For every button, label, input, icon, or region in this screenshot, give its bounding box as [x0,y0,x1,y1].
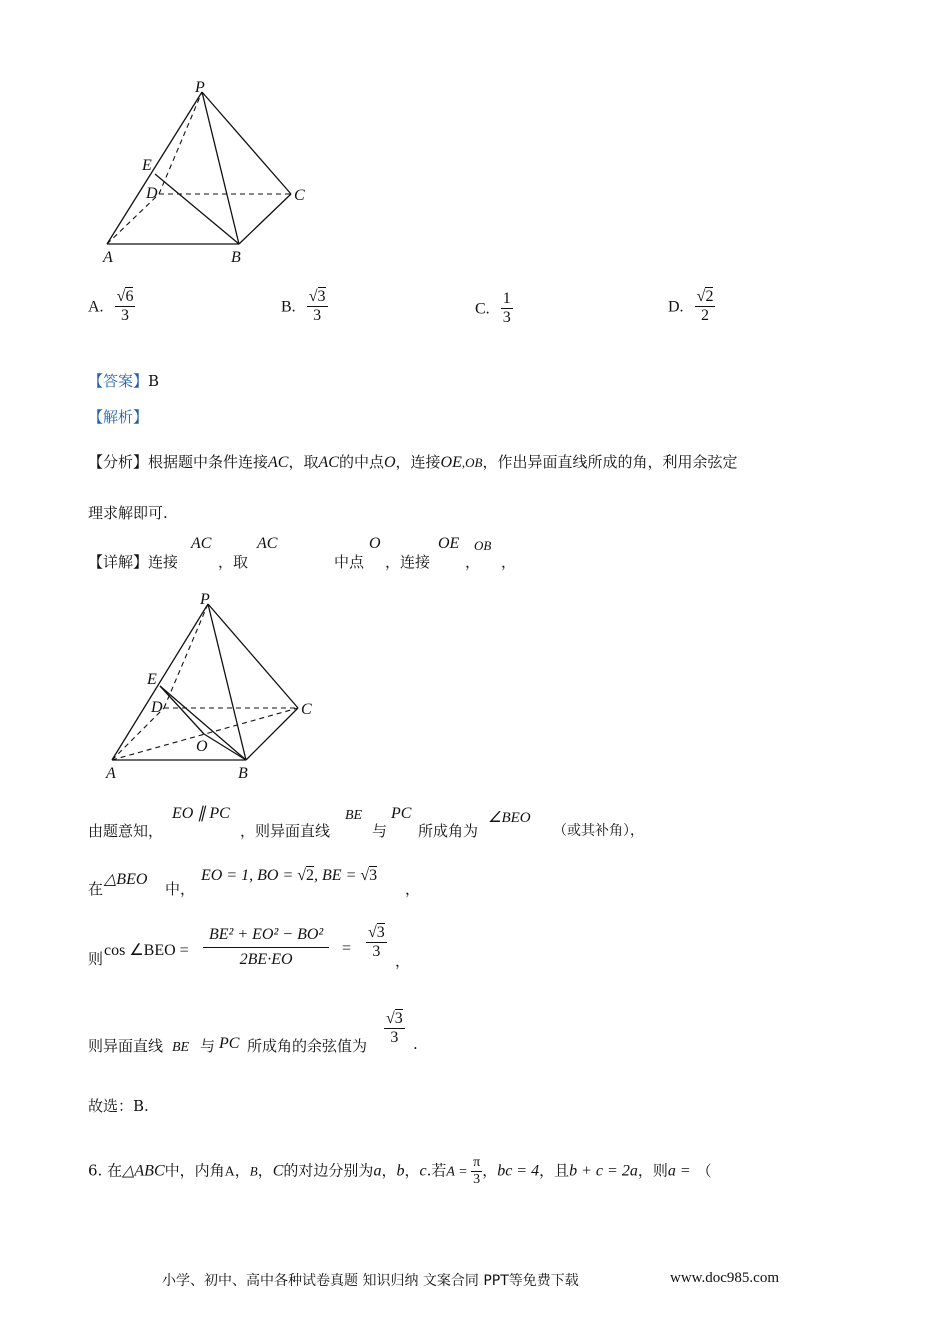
fig2-label-B: B [238,765,248,780]
fig2-label-C: C [301,701,312,718]
fig2-label-A: A [106,765,116,780]
option-c-fraction: $\frac{1}{3}$ [502,290,511,327]
label-B: B [231,249,241,266]
cos-fraction: $\frac{\text{BE² + EO² − BO²}}{2BE\cdot EO}$ [203,926,329,970]
line2-math: EO = 1, BO = √ 2, BE = √ 3 [201,867,377,885]
cos-result: √ $\frac{3}{3}$ [366,924,387,962]
fig2-label-D: D [151,699,163,716]
pyramid-figure-1 [95,78,325,268]
fig2-label-P: P [200,591,210,608]
label-P: P [195,79,205,96]
option-d-fraction: √ $\frac{2}{2}$ [695,288,716,326]
option-b-fraction: √ $\frac{3}{3}$ [307,288,328,326]
xiangjie-line: 【详解】连接 [88,553,179,571]
fig2-label-E: E [147,671,157,688]
label-D: D [146,185,158,202]
option-a-fraction: √ $\frac{6}{3}$ [115,288,136,326]
pyramid-figure-2 [100,588,330,780]
cosine-value: √ $\frac{3}{3}$ [384,1010,405,1048]
footer-url[interactable]: www.doc985.com [670,1270,780,1286]
fenxi-line-2: 理求解即可. [88,504,168,522]
label-C: C [294,187,305,204]
conclusion: 故选：B. [88,1097,149,1115]
option-c: C. $\frac{1}{3}$ [475,290,511,327]
option-b: B. √ $\frac{3}{3}$ [281,288,328,326]
option-a: A. √ $\frac{6}{3}$ [88,288,135,326]
analysis-tag: 【解析】 [88,408,149,426]
fig2-label-O: O [196,738,208,755]
q6-line: 6. 在△ABC中，内角A，B，C的对边分别为a，b，c.若A = $\frac{\pi}{3}$ ，bc = 4，且b + c = 2a，则a = （ [88,1155,712,1188]
option-d: D. √ $\frac{2}{2}$ [668,288,715,326]
label-A: A [103,249,113,266]
label-E: E [142,157,152,174]
answer-line: 【答案】B [88,372,160,390]
footer-text: 小学、初中、高中各种试卷真题 知识归纳 文案合同 PPT等免费下载 [162,1273,579,1289]
fenxi-line: 【分析】根据题中条件连接AC，取AC的中点O，连接OE,OB，作出异面直线所成的角，利用余弦定 [88,453,738,471]
